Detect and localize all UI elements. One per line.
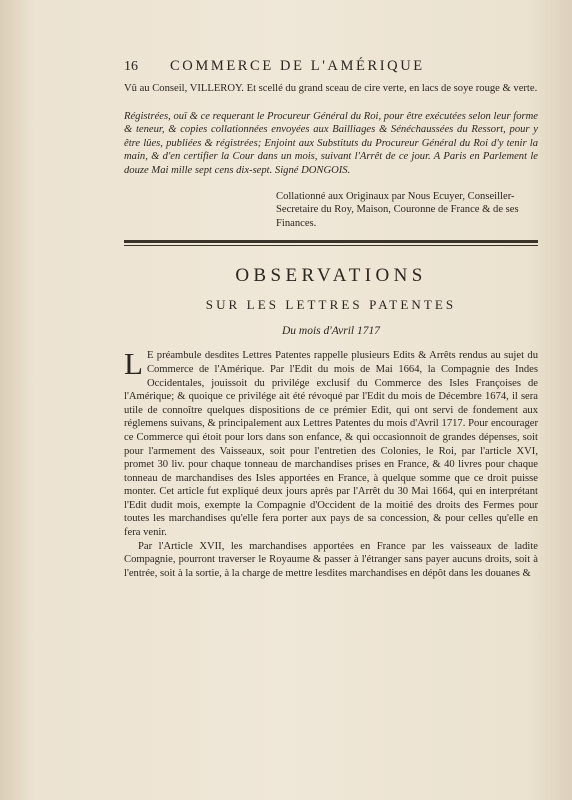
registration-paragraph: Régistrées, ouï & ce requerant le Procureur Général du Roi, pour être exécutées selon leur forme & teneur, & copies collationnées envoyées aux Bailliages & Sénéchaussées du Ressort, pour y être lûes, publiées & régistrées; Enjoint aux Substituts du Procureur Général du Roi d'y tenir la main, & d'en certifier la Cour dans un mois, suivant l'Arrêt de ce jour. A Paris en Parlement le douze Mai mille sept cens dix-sept. Signé DONGOIS. [124,110,538,176]
rule-thick-line [124,240,538,243]
running-header [124,58,538,80]
observations-body [124,346,538,580]
drop-cap-letter: L [124,346,143,382]
running-title: COMMERCE DE L'AMÉRIQUE [170,58,425,74]
body-paragraph-1-text: E préambule desdites Lettres Patentes rappelle plusieurs Edits & Arrêts rendus au sujet du Commerce de l'Amérique. Par l'Edit du mois de Mai 1664, la Compagnie des Indes Occidentales, jouissoit du privilége exclusif du Commerce des Isles Françoises de l'Amérique; & quoique ce privilége ait été révoqué par l'Edit du mois de Décembre 1674, il sera utile de connoître quelques dispositions de ce prémier Edit, qui ont servi de fondement aux réglemens suivans, & principalement aux Lettres Patentes du mois d'Avril 1717. Pour encourager ce Commerce qui étoit pour lors dans son enfance, & qui occasionnoit de grandes dépenses, soit pour l'armement des Vaisseaux, soit pour l'entretien des Colonies, le Roi, par l'article XVI, promet 30 liv. pour chaque tonneau de marchandises prises en France, & 40 livres pour chaque tonneau de marchandises des Isles apportées en France, à quelque somme que ce droit puisse monter. Cet article fut expliqué deux jours après par l'Arrêt du 30 Mai 1664, qui en interprétant l'Edit dudit mois, exempte la Compagnie d'Occident de la moitié des droits des Fermes pour toutes les marchandises qu'elle fera porter aux pays de sa concession, & pour celles qu'elle en fera venir. [124,350,538,539]
body-paragraph-2: Par l'Article XVII, les marchandises apportées en France par les vaisseaux de ladite Compagnie, pourront traverser le Royaume & passer à l'étranger sans payer aucuns droits, soit à l'entrée, soit à la sortie, à la charge de mettre lesdites marchandises en dépôt dans les douanes & [124,540,538,579]
observations-subtitle: SUR LES LETTRES PATENTES [205,297,457,313]
double-rule-divider [124,240,538,247]
rule-thin-line [124,245,538,246]
collation-note: Collationné aux Originaux par Nous Ecuyer, Conseiller-Secretaire du Roy, Maison, Couronne de France & de ses Finances. [276,190,519,229]
intro-paragraph: Vû au Conseil, VILLEROY. Et scellé du grand sceau de cire verte, en lacs de soye rouge & verte. [124,83,538,94]
page-content [124,58,538,580]
observations-date-line: Du mois d'Avril 1717 [282,325,380,338]
page-number: 16 [124,59,138,74]
body-paragraph-1 [124,346,538,539]
observations-title: OBSERVATIONS [235,265,427,287]
